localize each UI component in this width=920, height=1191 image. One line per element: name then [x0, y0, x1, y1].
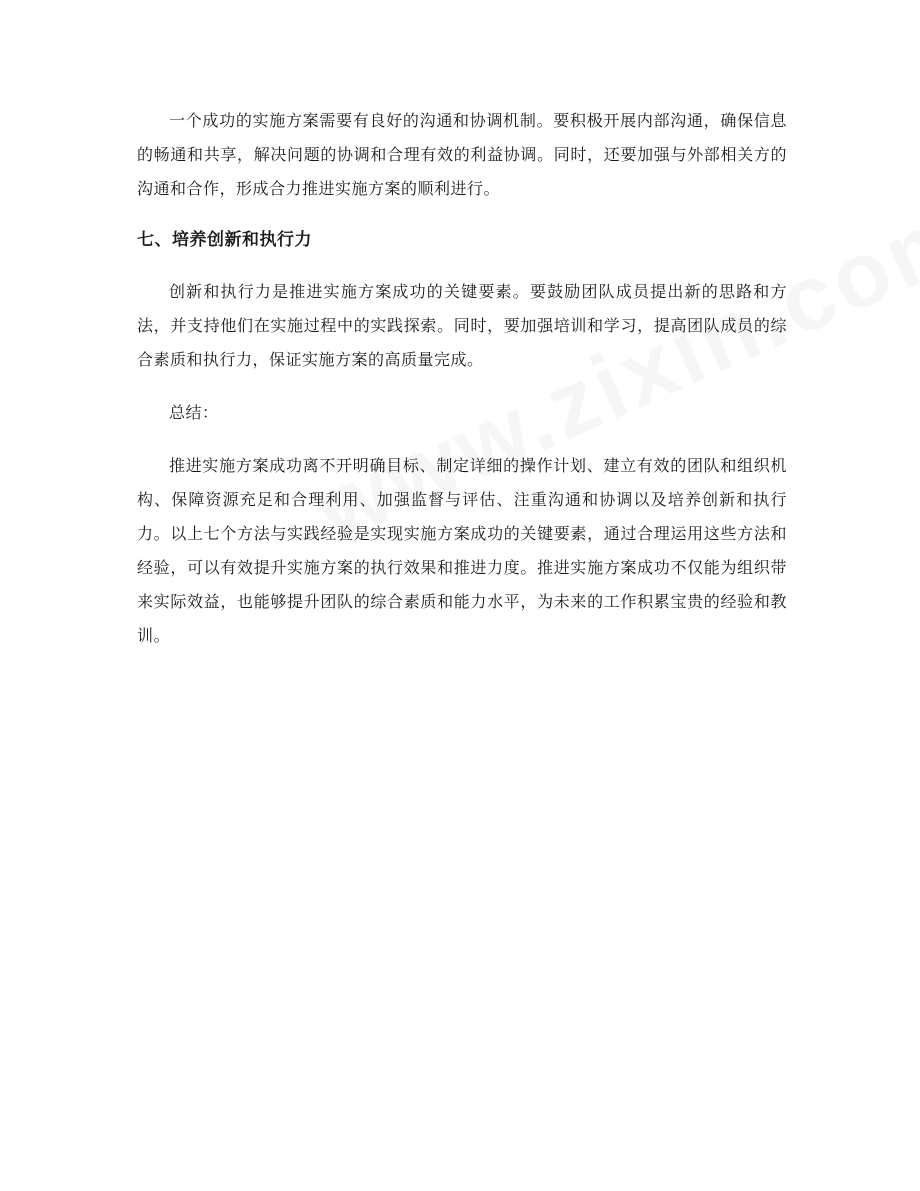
- paragraph-summary: 推进实施方案成功离不开明确目标、制定详细的操作计划、建立有效的团队和组织机构、保障资源充足和合理利用、加强监督与评估、注重沟通和协调以及培养创新和执行力。以上七个方法与实践经验是实现实施方案成功的关键要素，通过合理运用这些方法和经验，可以有效提升实施方案的执行效果和推进力度。推进实施方案成功不仅能为组织带来实际效益，也能够提升团队的综合素质和能力水平，为未来的工作积累宝贵的经验和教训。: [137, 456, 787, 645]
- paragraph-communication: 一个成功的实施方案需要有良好的沟通和协调机制。要积极开展内部沟通，确保信息的畅通和共享，解决问题的协调和合理有效的利益协调。同时，还要加强与外部相关方的沟通和合作，形成合力推进实施方案的顺利进行。: [137, 111, 787, 198]
- summary-label: 总结：: [169, 403, 219, 422]
- document-body: [137, 104, 787, 653]
- paragraph-innovation: 创新和执行力是推进实施方案成功的关键要素。要鼓励团队成员提出新的思路和方法，并支持他们在实施过程中的实践探索。同时，要加强培训和学习，提高团队成员的综合素质和执行力，保证实施方案的高质量完成。: [137, 282, 787, 369]
- section-heading-7: 七、培养创新和执行力: [137, 230, 312, 250]
